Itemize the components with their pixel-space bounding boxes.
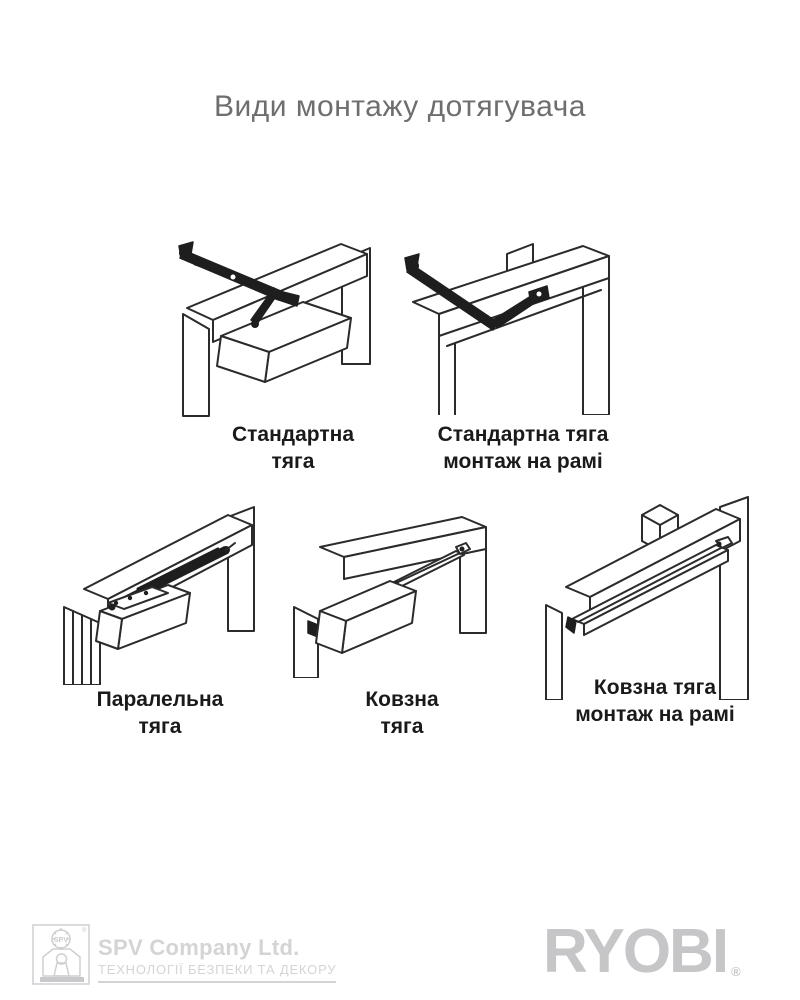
spv-emblem — [43, 949, 80, 976]
figure-label-line1: Ковзна тяга — [593, 676, 717, 699]
spv-logo — [32, 924, 92, 986]
figure-label-line2: монтаж на рамі — [575, 703, 735, 726]
figure-label-line1: Ковзна — [365, 688, 439, 711]
figure-label-line2: тяга — [138, 715, 182, 738]
figure-label — [403, 421, 643, 475]
ryobi-logo — [543, 917, 793, 998]
spv-microtext-band — [40, 977, 84, 982]
spv-tagline: ТЕХНОЛОГІЇ БЕЗПЕКИ ТА ДЕКОРУ — [98, 962, 336, 983]
figure-label — [302, 686, 502, 740]
page-title: Види монтажу дотягувача — [214, 90, 586, 123]
standard-arm-door-mount-diagram — [175, 232, 395, 417]
spv-company-name: SPV Company Ltd. — [98, 935, 300, 960]
figure-label — [193, 421, 393, 475]
spv-gear-icon — [52, 928, 70, 950]
ryobi-registered-mark: ® — [731, 964, 741, 979]
figure-label — [535, 674, 775, 728]
ryobi-wordmark: RYOBI — [543, 917, 728, 986]
figure-label-line1: Стандартна — [231, 423, 355, 446]
figure-label-line2: тяга — [380, 715, 424, 738]
closer-body — [316, 581, 416, 653]
figure-label — [60, 686, 260, 740]
parallel-arm-diagram — [52, 503, 292, 685]
spv-registered-mark: ® — [82, 928, 87, 934]
spv-company-block — [98, 936, 336, 983]
figure-label-line2: монтаж на рамі — [443, 450, 603, 473]
figure-label-line1: Паралельна — [96, 688, 224, 711]
door-frame — [413, 244, 609, 415]
figure-label-line2: тяга — [271, 450, 315, 473]
spv-logo-text: SPV — [54, 937, 69, 944]
slide-arm-door-mount-diagram — [292, 505, 518, 678]
slide-arm-frame-mount-diagram — [538, 495, 782, 700]
figure-label-line1: Стандартна тяга — [437, 423, 609, 446]
standard-arm-frame-mount-diagram — [403, 238, 632, 415]
